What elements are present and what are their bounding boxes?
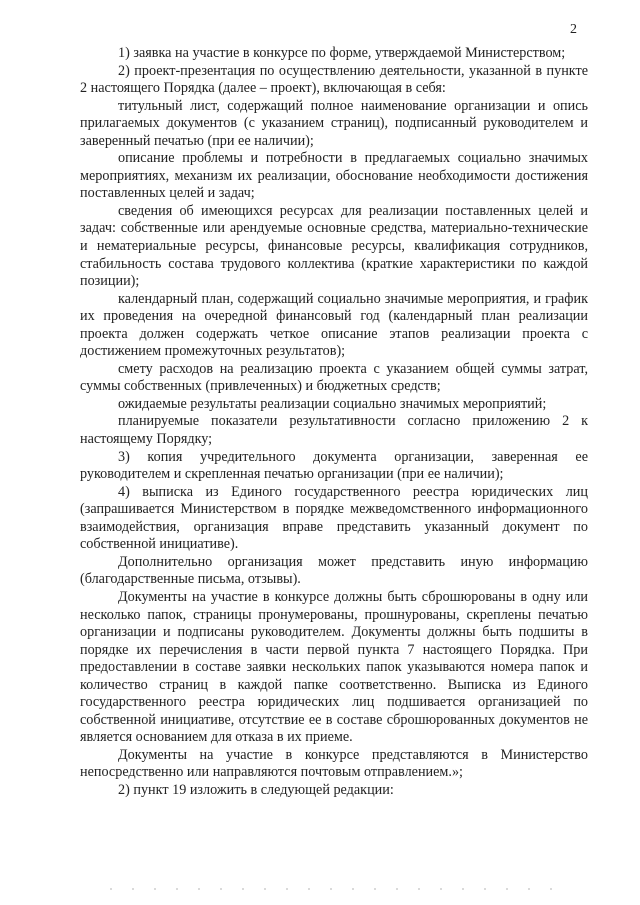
paragraph: 2) пункт 19 изложить в следующей редакции: xyxy=(118,781,394,798)
document-body xyxy=(80,45,588,800)
paragraph: 3) копия учредительного документа организации, заверенная ее руководителем и скрепленная печатью организации (при ее наличии); xyxy=(80,448,588,483)
paragraph: смету расходов на реализацию проекта с указанием общей суммы затрат, суммы собственных (привлеченных) и бюджетных средств; xyxy=(80,360,588,395)
paragraph: 4) выписка из Единого государственного реестра юридических лиц (запрашивается Министерством в порядке межведомственного информационного взаимодействия, организация вправе представить указанный документ по собственной инициативе). xyxy=(80,483,588,553)
paragraph: описание проблемы и потребности в предлагаемых социально значимых мероприятиях, механизм их реализации, обоснование необходимости достижения поставленных целей и задач; xyxy=(80,150,588,202)
paragraph: ожидаемые результаты реализации социально значимых мероприятий; xyxy=(118,395,547,412)
scan-artifact xyxy=(100,888,560,890)
paragraph: сведения об имеющихся ресурсах для реализации поставленных целей и задач: собственные или арендуемые основные средства, материально-технические и нематериальные ресурсы, финансовые ресурсы, квалификация сотрудников, стабильность состава трудового коллектива (краткие характеристики по каждой позиции); xyxy=(80,202,588,290)
paragraph: 2) проект-презентация по осуществлению деятельности, указанной в пункте 2 настоящего Порядка (далее – проект), включающая в себя: xyxy=(80,62,588,97)
paragraph: Документы на участие в конкурсе представляются в Министерство непосредственно или направляются почтовым отправлением.»; xyxy=(80,746,588,781)
paragraph: титульный лист, содержащий полное наименование организации и опись прилагаемых документов (с указанием страниц), подписанный руководителем и заверенный печатью (при ее наличии); xyxy=(80,97,588,149)
paragraph: Документы на участие в конкурсе должны быть сброшюрованы в одну или несколько папок, страницы пронумерованы, прошнурованы, скреплены печатью организации и подписаны руководителем. Документы должны быть подшиты в порядке их перечисления в части первой пункта 7 настоящего Порядка. При предоставлении в составе заявки нескольких папок указываются номера папок и количество страниц в каждой папке соответственно. Выписка из Единого государственного реестра юридических лиц подшивается организацией по собственной инициативе, отсутствие ее в составе сброшюрованных документов не является основанием для отказа в их приеме. xyxy=(80,588,588,746)
paragraph: 1) заявка на участие в конкурсе по форме, утверждаемой Министерством; xyxy=(118,45,566,61)
paragraph: Дополнительно организация может представить иную информацию (благодарственные письма, отзывы). xyxy=(80,553,588,588)
page-number: 2 xyxy=(570,22,577,37)
paragraph: планируемые показатели результативности согласно приложению 2 к настоящему Порядку; xyxy=(80,413,588,448)
paragraph: календарный план, содержащий социально значимые мероприятия, и график их проведения на очередной финансовый год (календарный план реализации проекта должен содержать четкое описание этапов реализации проекта с достижением промежуточных результатов); xyxy=(80,290,588,360)
